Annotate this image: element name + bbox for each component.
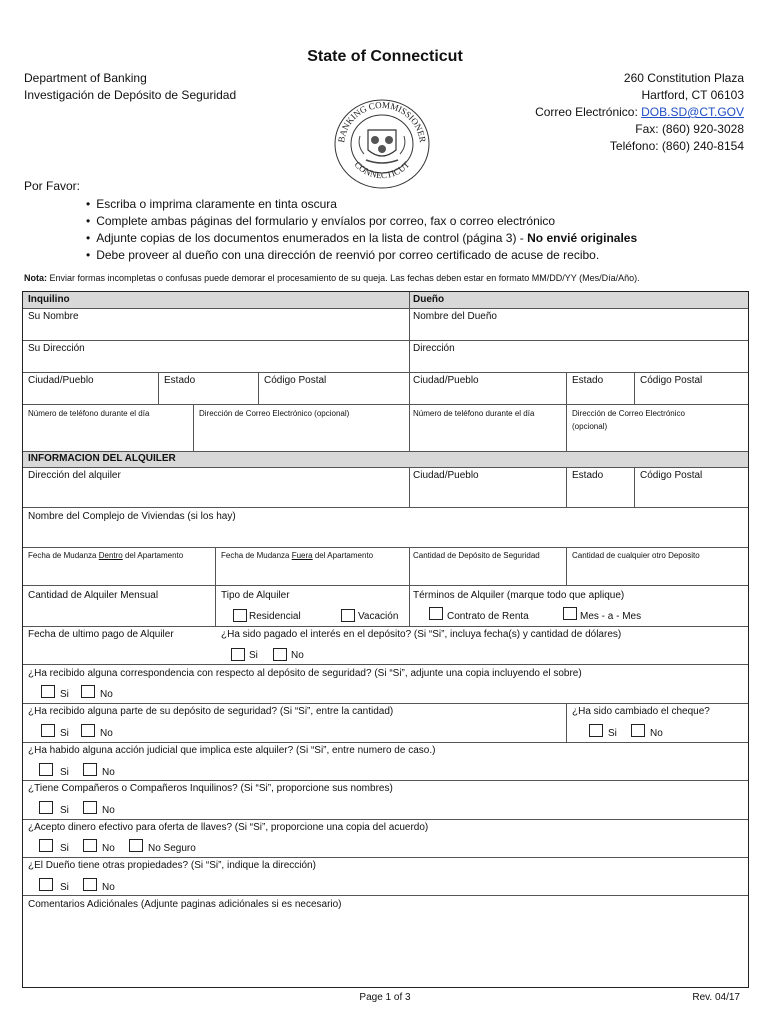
deposit-amount-label[interactable]: Cantidad de Depósito de Seguridad — [413, 551, 540, 560]
correspondence-question: ¿Ha recibido alguna correspondencia con respecto al depósito de seguridad? (Si “Si”, adjunte una copia incluyendo el sobre) — [28, 668, 582, 679]
interest-no-checkbox[interactable] — [273, 648, 287, 661]
no-label: No — [102, 843, 115, 854]
rental-header: INFORMACION DEL ALQUILER — [28, 453, 176, 464]
deposit-returned-yes-checkbox[interactable] — [41, 724, 55, 737]
owner-header: Dueño — [413, 294, 445, 305]
seal-top-text: BANKING COMMISSIONER — [336, 99, 428, 144]
owner-state-label[interactable]: Estado — [572, 375, 604, 386]
residential-label: Residencial — [249, 611, 301, 622]
instruction-item: • Debe proveer al dueño con una dirección de reenvió por correo certificado de acuse de recibo. — [86, 247, 637, 264]
rental-terms-label: Términos de Alquiler (marque todo que aplique) — [413, 590, 625, 601]
cash-for-keys-yes-checkbox[interactable] — [39, 839, 53, 852]
co-tenants-no-checkbox[interactable] — [83, 801, 97, 814]
address-line-1: 260 Constitution Plaza — [623, 71, 744, 85]
lease-contract-checkbox[interactable] — [429, 607, 443, 620]
yes-label: Si — [60, 882, 69, 893]
monthly-rent-label[interactable]: Cantidad de Alquiler Mensual — [28, 590, 159, 601]
owner-city-label[interactable]: Ciudad/Pueblo — [413, 375, 479, 386]
owner-email-label[interactable]: Dirección de Correo Electrónico — [572, 409, 685, 418]
no-label: No — [291, 650, 304, 661]
no-label: No — [100, 689, 113, 700]
co-tenants-question: ¿Tiene Compañeros o Compañeros Inquilinos? (Si “Si”, proporcione sus nombres) — [28, 783, 393, 794]
move-in-date-label[interactable]: Fecha de Mudanza Dentro del Apartamento — [28, 551, 184, 560]
instructions-intro: Por Favor: — [24, 179, 81, 193]
instruction-item: • Complete ambas páginas del formulario y envíalos por correo, fax o correo electrónico — [86, 213, 637, 230]
residential-checkbox[interactable] — [233, 609, 247, 622]
owner-email-optional: (opcional) — [572, 422, 608, 431]
other-properties-no-checkbox[interactable] — [83, 878, 97, 891]
rental-type-label: Tipo de Alquiler — [221, 590, 290, 601]
deposit-returned-no-checkbox[interactable] — [81, 724, 95, 737]
correspondence-no-checkbox[interactable] — [81, 685, 95, 698]
page-title: State of Connecticut — [307, 48, 463, 65]
check-cashed-question: ¿Ha sido cambiado el cheque? — [572, 706, 710, 717]
no-label: No — [100, 728, 113, 739]
legal-action-question: ¿Ha habido alguna acción judicial que implica este alquiler? (Si “Si”, entre numero de caso.) — [28, 745, 436, 756]
rental-address-label[interactable]: Dirección del alquiler — [28, 470, 121, 481]
lease-contract-label: Contrato de Renta — [447, 611, 529, 622]
interest-yes-checkbox[interactable] — [231, 648, 245, 661]
tenant-name-label[interactable]: Su Nombre — [28, 311, 79, 322]
yes-label: Si — [60, 689, 69, 700]
form-subtitle: Investigación de Depósito de Seguridad — [24, 88, 237, 102]
page-number: Page 1 of 3 — [359, 992, 411, 1003]
tenant-phone-label[interactable]: Número de teléfono durante el día — [28, 409, 150, 418]
other-deposit-label[interactable]: Cantidad de cualquier otro Deposito — [572, 551, 700, 560]
yes-label: Si — [608, 728, 617, 739]
email-link[interactable]: DOB.SD@CT.GOV — [641, 105, 744, 119]
unsure-label: No Seguro — [148, 843, 196, 854]
other-properties-yes-checkbox[interactable] — [39, 878, 53, 891]
rental-zip-label[interactable]: Código Postal — [640, 470, 703, 481]
note — [24, 273, 640, 283]
tenant-email-label[interactable]: Dirección de Correo Electrónico (opcional) — [199, 409, 350, 418]
tenant-state-label[interactable]: Estado — [164, 375, 196, 386]
owner-address-label[interactable]: Dirección — [413, 343, 455, 354]
tenant-zip-label[interactable]: Código Postal — [264, 375, 327, 386]
month-to-month-label: Mes - a - Mes — [580, 611, 642, 622]
no-label: No — [102, 767, 115, 778]
address-line-2: Hartford, CT 06103 — [641, 88, 744, 102]
cash-for-keys-no-checkbox[interactable] — [83, 839, 97, 852]
note-label: Nota: — [24, 273, 47, 283]
other-properties-question: ¿El Dueño tiene otras propiedades? (Si “Si”, indique la dirección) — [28, 860, 316, 871]
vacation-label: Vacación — [358, 611, 399, 622]
department-name: Department of Banking — [24, 71, 147, 85]
instruction-item — [86, 230, 637, 247]
fax-line: Fax: (860) 920-3028 — [635, 122, 744, 136]
tenant-address-label[interactable]: Su Dirección — [28, 343, 85, 354]
owner-name-label[interactable]: Nombre del Dueño — [413, 311, 497, 322]
deposit-returned-question: ¿Ha recibido alguna parte de su depósito de seguridad? (Si “Si”, entre la cantidad) — [28, 706, 394, 717]
month-to-month-checkbox[interactable] — [563, 607, 577, 620]
move-out-date-label[interactable]: Fecha de Mudanza Fuera del Apartamento — [221, 551, 374, 560]
owner-phone-label[interactable]: Número de teléfono durante el día — [413, 409, 535, 418]
interest-paid-question: ¿Ha sido pagado el interés en el depósito? (Si “Si”, incluya fecha(s) y cantidad de dólares) — [221, 629, 622, 640]
tenant-header: Inquilino — [28, 294, 70, 305]
cash-for-keys-question: ¿Acepto dinero efectivo para oferta de llaves? (Si “Si”, proporcione una copia del acuerdo) — [28, 822, 429, 833]
rental-city-label[interactable]: Ciudad/Pueblo — [413, 470, 479, 481]
complaint-form — [22, 291, 749, 988]
contact-block — [535, 70, 744, 155]
check-cashed-yes-checkbox[interactable] — [589, 724, 603, 737]
yes-label: Si — [60, 728, 69, 739]
tenant-owner-header-band — [23, 292, 748, 308]
no-originals-warning: No envié originales — [527, 231, 638, 245]
yes-label: Si — [60, 767, 69, 778]
tenant-city-label[interactable]: Ciudad/Pueblo — [28, 375, 94, 386]
banking-commissioner-seal — [330, 96, 434, 192]
vacation-checkbox[interactable] — [341, 609, 355, 622]
instruction-item: • Escriba o imprima claramente en tinta oscura — [86, 196, 637, 213]
cash-for-keys-unsure-checkbox[interactable] — [129, 839, 143, 852]
instructions-list — [86, 196, 637, 264]
yes-label: Si — [249, 650, 258, 661]
instruction-text: Adjunte copias de los documentos enumerados en la lista de control (página 3) - — [96, 231, 528, 245]
rental-state-label[interactable]: Estado — [572, 470, 604, 481]
yes-label: Si — [60, 805, 69, 816]
no-label: No — [102, 805, 115, 816]
seal-bottom-text: CONNECTICUT — [352, 159, 412, 181]
yes-label: Si — [60, 843, 69, 854]
no-label: No — [102, 882, 115, 893]
check-cashed-no-checkbox[interactable] — [631, 724, 645, 737]
owner-zip-label[interactable]: Código Postal — [640, 375, 703, 386]
co-tenants-yes-checkbox[interactable] — [39, 801, 53, 814]
correspondence-yes-checkbox[interactable] — [41, 685, 55, 698]
revision-date: Rev. 04/17 — [692, 992, 740, 1003]
legal-action-yes-checkbox[interactable] — [39, 763, 53, 776]
department-block — [24, 70, 236, 104]
housing-complex-label[interactable]: Nombre del Complejo de Viviendas (si los hay) — [28, 511, 236, 522]
note-text: Enviar formas incompletas o confusas puede demorar el procesamiento de su queja. Las fechas deben estar en formato MM/DD/YY (Mes/Día/Año). — [47, 273, 640, 283]
legal-action-no-checkbox[interactable] — [83, 763, 97, 776]
phone-line: Teléfono: (860) 240-8154 — [609, 139, 744, 153]
email-label: Correo Electrónico: — [535, 105, 642, 119]
last-rent-payment-label[interactable]: Fecha de ultimo pago de Alquiler — [28, 629, 174, 640]
no-label: No — [650, 728, 663, 739]
email-line — [535, 104, 744, 121]
additional-comments-label[interactable]: Comentarios Adiciónales (Adjunte paginas adiciónales si es necesario) — [28, 899, 342, 910]
